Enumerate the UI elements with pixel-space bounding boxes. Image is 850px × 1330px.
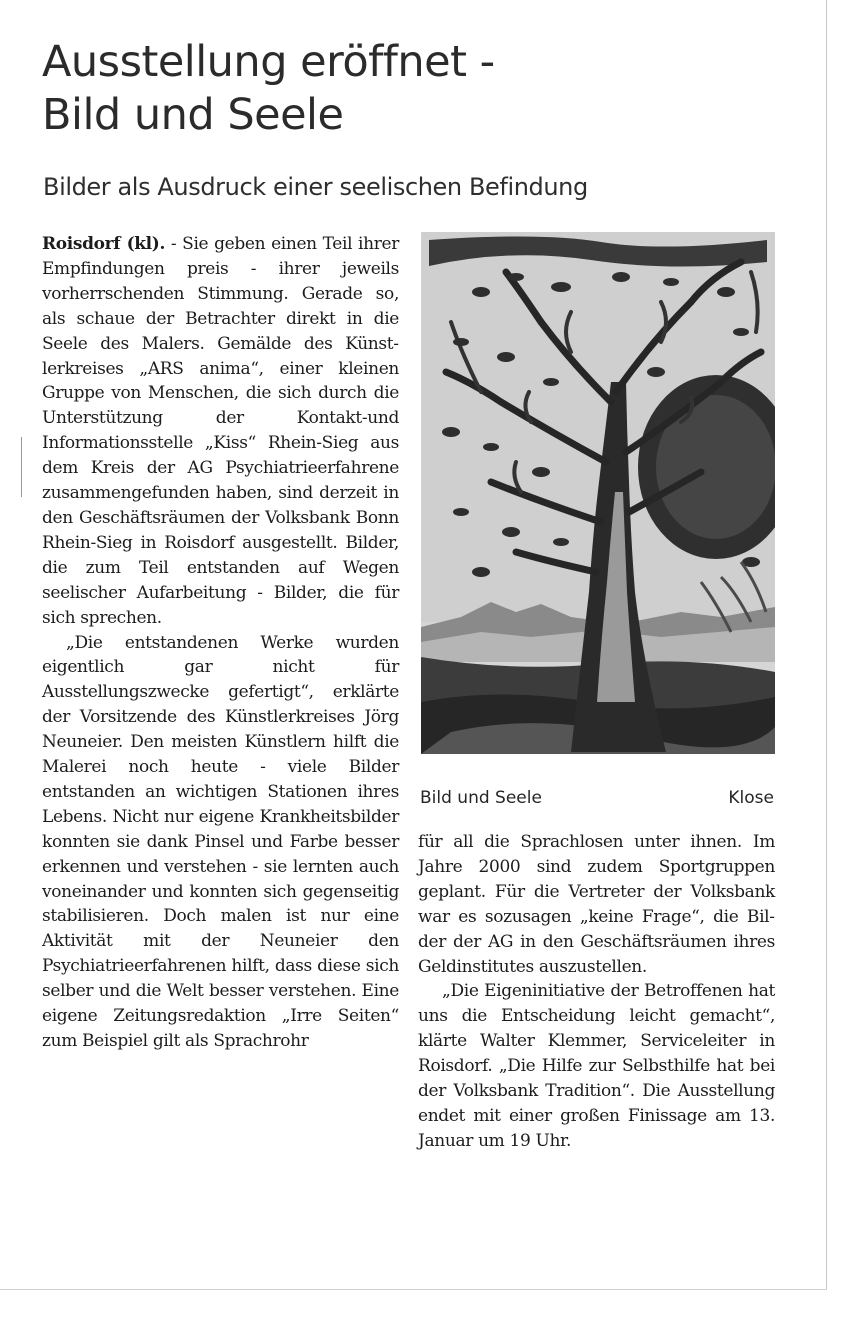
- headline-line-1: Ausstellung eröffnet -: [42, 37, 495, 87]
- caption-title: Bild und Seele: [420, 788, 542, 808]
- article-paragraph: „Die Eigeninitiative der Betroffenen hat uns die Entscheidung leicht gemacht“, klärte Walter Klemmer, Serviceleiter in Roisdorf. „Die Hilfe zur Selbsthilfe hat bei der Volksbank Tradition“. Die Ausstellung endet mit einer großen Finissage am 13. Januar um 19 Uhr.: [418, 981, 775, 1151]
- headline-line-2: Bild und Seele: [42, 90, 344, 140]
- paragraph-text: - Sie geben einen Teil ihrer Empfindungen preis - ihrer jeweils vorherrschenden Stimmung. Gerade so, als schaue der Betrachter direkt in die Seele des Malers. Gemälde des Künstlerkreises „ARS anima“, einer kleinen Gruppe von Menschen, die sich durch die Unterstützung der Kontakt-und Informationsstelle „Kiss“ Rhein-Sieg aus dem Kreis der AG Psychiatrieerfahrene zusammengefunden haben, sind derzeit in den Geschäftsräumen der Volksbank Bonn Rhein-Sieg in Roisdorf ausgestellt. Bilder, die zum Teil entstanden auf Wegen seelischer Aufarbeitung - Bilder, die für sich sprechen.: [42, 234, 399, 628]
- margin-rule: [21, 437, 22, 497]
- dateline: Roisdorf (kl).: [42, 234, 166, 254]
- page-edge-right: [826, 0, 827, 1290]
- article-column-left: [42, 232, 399, 1054]
- page-edge-bottom: [0, 1289, 827, 1290]
- photo-credit: Klose: [728, 788, 774, 808]
- article-subheadline: Bilder als Ausdruck einer seelischen Befindung: [43, 173, 588, 201]
- article-paragraph: für all die Sprachlosen unter ihnen. Im Jahre 2000 sind zudem Sportgruppen geplant. Für die Vertreter der Volksbank war es sozusagen „keine Frage“, die Bilder der AG in den Geschäftsräumen ihres Geldinstitutes auszustellen.: [418, 832, 775, 977]
- photo-caption: [420, 786, 774, 810]
- article-headline: [42, 36, 802, 142]
- article-paragraph: [42, 232, 399, 631]
- painting-of-tree-image: [421, 232, 775, 754]
- article-column-right: [418, 830, 775, 1154]
- article-paragraph: „Die entstandenen Werke wurden eigentlich gar nicht für Ausstellungszwecke gefertigt“, erklärte der Vorsitzende des Künstlerkreises Jörg Neuneier. Den meisten Künstlern hilft die Malerei noch heute - viele Bilder entstanden an wichtigen Stationen ihres Lebens. Nicht nur eigene Krankheitsbilder konnten sie dank Pinsel und Farbe besser erkennen und verstehen - sie lernten auch voneinander und konnten sich gegenseitig stabilisieren. Doch malen ist nur eine Aktivität mit der Neuneier den Psychiatrieerfahrenen hilft, dass diese sich selber und die Welt besser verstehen. Eine eigene Zeitungsredaktion „Irre Seiten“ zum Beispiel gilt als Sprachrohr: [42, 632, 399, 1051]
